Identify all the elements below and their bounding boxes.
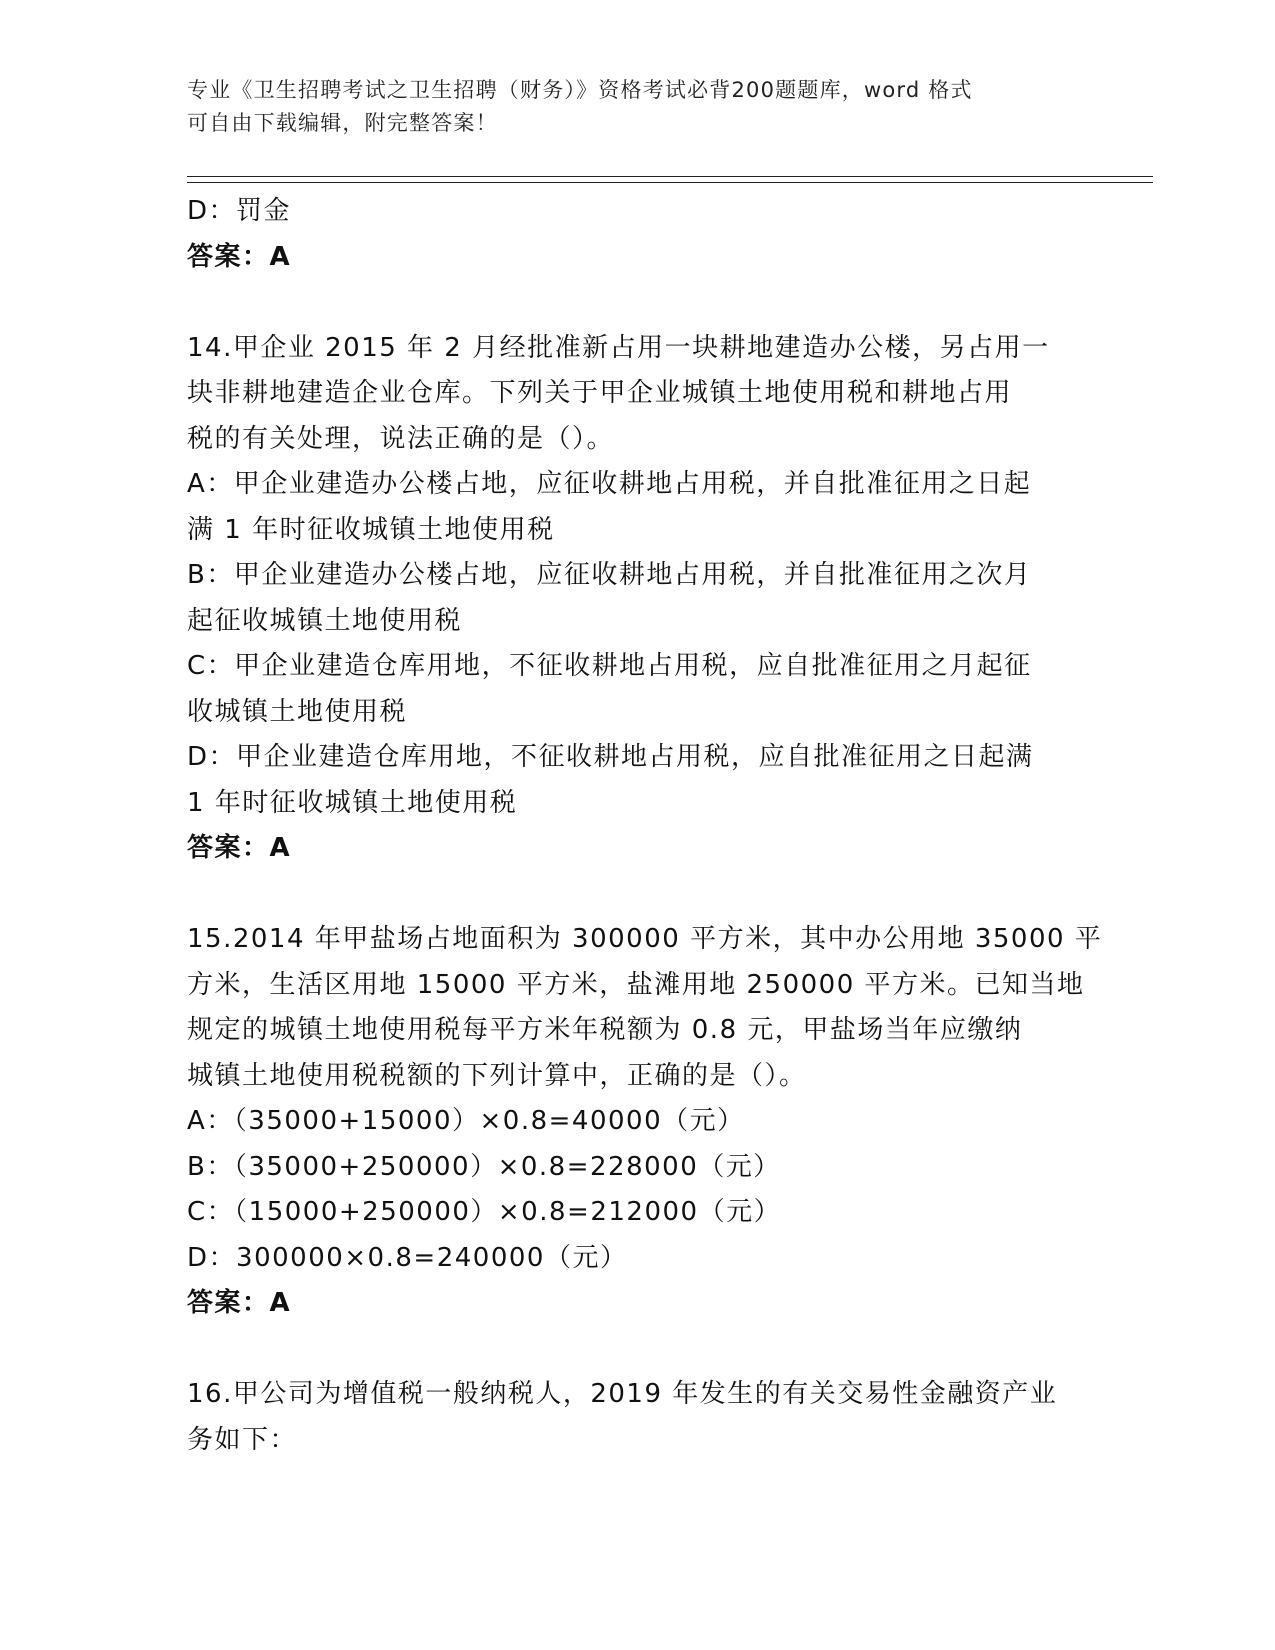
q14-stem-line: 14.甲企业 2015 年 2 月经批准新占用一块耕地建造办公楼，另占用一 — [187, 332, 1050, 363]
q14-stem-line: 块非耕地建造企业仓库。下列关于甲企业城镇土地使用税和耕地占用 — [187, 378, 1013, 408]
q16-stem-line: 务如下： — [187, 1424, 298, 1455]
q14-option-c-cont: 收城镇土地使用税 — [187, 696, 408, 727]
q15-stem-line: 规定的城镇土地使用税每平方米年税额为 0.8 元，甲盐场当年应缴纳 — [187, 1015, 1023, 1045]
document-body — [187, 189, 1103, 1463]
spacer — [187, 1327, 1087, 1373]
q14-answer: 答案：A — [187, 833, 292, 863]
q14-option-d: D：甲企业建造仓库用地，不征收耕地占用税，应自批准征用之日起满 — [187, 742, 1034, 772]
q15-stem-line: 方米，生活区用地 15000 平方米，盐滩用地 250000 平方米。已知当地 — [187, 969, 1085, 1000]
q14-stem-line: 税的有关处理，说法正确的是（）。 — [187, 423, 615, 454]
spacer — [187, 280, 1087, 326]
header-divider-top — [187, 176, 1153, 177]
header-line-2: 可自由下载编辑，附完整答案！ — [187, 111, 498, 135]
q15-option-b: B：（35000+250000）×0.8=228000（元） — [187, 1151, 781, 1182]
document-header — [187, 74, 1067, 140]
q14-option-a-cont: 满 1 年时征收城镇土地使用税 — [187, 514, 555, 545]
q15-stem-line: 城镇土地使用税税额的下列计算中，正确的是（）。 — [187, 1060, 807, 1091]
q15-option-d: D：300000×0.8=240000（元） — [187, 1242, 628, 1273]
q15-option-a: A：（35000+15000）×0.8=40000（元） — [187, 1106, 745, 1136]
header-divider-bottom — [187, 182, 1153, 183]
q13-option-d: D：罚金 — [187, 196, 292, 226]
q15-stem-line: 15.2014 年甲盐场占地面积为 300000 平方米，其中办公用地 35000 平 — [187, 924, 1103, 954]
spacer — [187, 872, 1087, 918]
q13-answer: 答案：A — [187, 241, 292, 272]
q16-stem-line: 16.甲公司为增值税一般纳税人，2019 年发生的有关交易性金融资产业 — [187, 1379, 1058, 1409]
q14-option-b: B：甲企业建造办公楼占地，应征收耕地占用税，并自批准征用之次月 — [187, 560, 1032, 590]
q15-answer: 答案：A — [187, 1288, 292, 1318]
header-line-1: 专业《卫生招聘考试之卫生招聘（财务）》资格考试必背200题题库，word 格式 — [187, 78, 973, 102]
q14-option-c: C：甲企业建造仓库用地，不征收耕地占用税，应自批准征用之月起征 — [187, 651, 1032, 681]
q14-option-d-cont: 1 年时征收城镇土地使用税 — [187, 787, 518, 818]
q14-option-b-cont: 起征收城镇土地使用税 — [187, 605, 463, 636]
q14-option-a: A：甲企业建造办公楼占地，应征收耕地占用税，并自批准征用之日起 — [187, 469, 1032, 499]
q15-option-c: C：（15000+250000）×0.8=212000（元） — [187, 1197, 782, 1227]
